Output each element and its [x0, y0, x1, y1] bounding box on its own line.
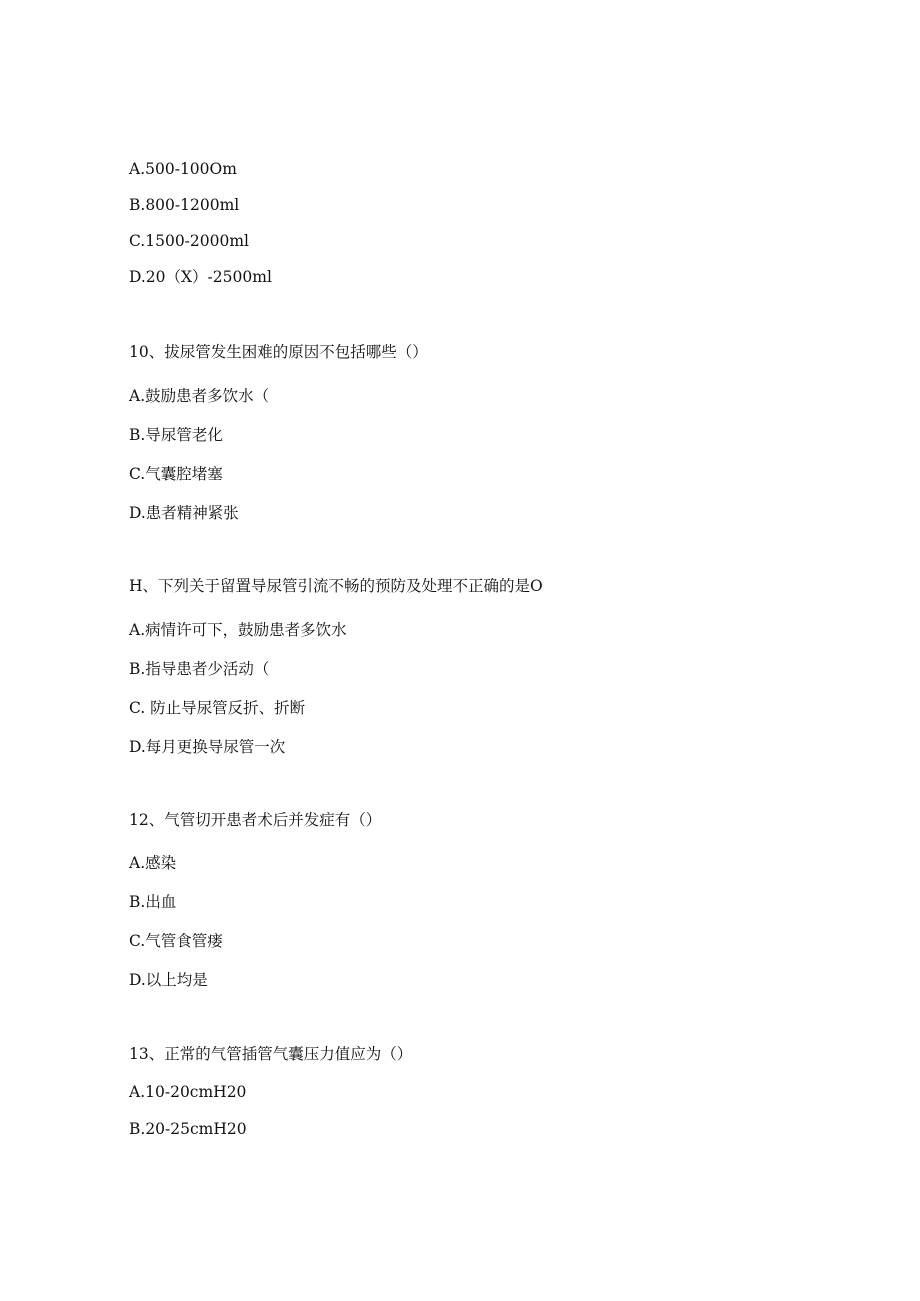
q12-option-c: C.气管食管瘘: [129, 932, 223, 950]
q9-option-c: C.1500-2000ml: [129, 232, 250, 250]
q12-option-a: A.感染: [129, 854, 177, 872]
q10-option-d: D.患者精神紧张: [129, 504, 239, 522]
q10-option-a: A.鼓励患者多饮水（: [129, 387, 270, 405]
q13-option-a: A.10-20cmH20: [129, 1083, 247, 1101]
q11-option-b: B.指导患者少活动（: [129, 660, 270, 678]
q13-stem: 13、正常的气管插管气囊压力值应为（）: [129, 1045, 413, 1063]
q10-stem: 10、拔尿管发生困难的原因不包括哪些（）: [129, 343, 428, 361]
q12-option-b: B.出血: [129, 893, 177, 911]
q10-option-c: C.气囊腔堵塞: [129, 465, 223, 483]
q10-option-b: B.导尿管老化: [129, 426, 223, 444]
q12-option-d: D.以上均是: [129, 971, 208, 989]
q11-option-a: A.病情许可下，鼓励患者多饮水: [129, 621, 347, 639]
q9-option-a: A.500-100Om: [129, 160, 237, 178]
q11-option-c: C. 防止导尿管反折、折断: [129, 699, 306, 717]
q9-option-d: D.20（X）-2500ml: [129, 268, 272, 286]
q13-option-b: B.20-25cmH20: [129, 1120, 247, 1138]
q11-option-d: D.每月更换导尿管一次: [129, 738, 286, 756]
q12-stem: 12、气管切开患者术后并发症有（）: [129, 811, 382, 829]
q11-stem: H、下列关于留置导尿管引流不畅的预防及处理不正确的是O: [129, 577, 543, 595]
q9-option-b: B.800-1200ml: [129, 196, 240, 214]
